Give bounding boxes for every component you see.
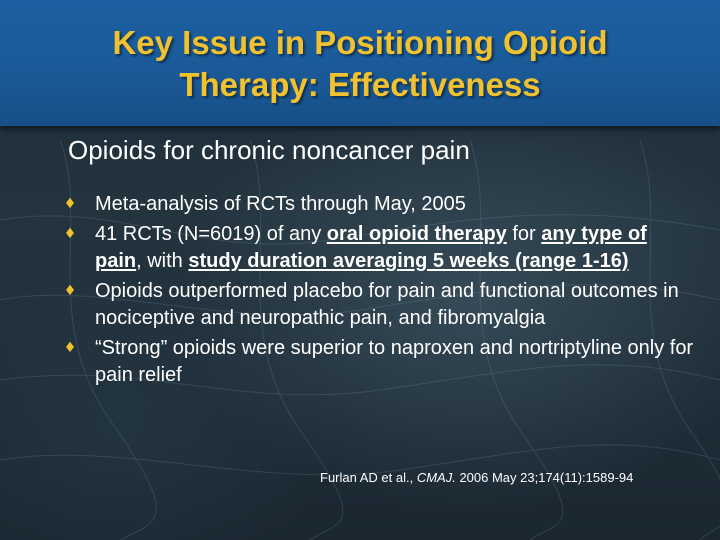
bullet-text: Opioids outperformed placebo for pain and functional outcomes in nociceptive and neuropathic pain, and fibromyalgia [95, 280, 679, 329]
bullet-item-meta-analysis [58, 191, 698, 218]
slide-title-line-1: Key Issue in Positioning Opioid [112, 24, 608, 61]
bullet-item-rct-count [58, 221, 698, 275]
bullet-text: “Strong” opioids were superior to naproxen and nortriptyline only for pain relief [95, 337, 694, 386]
diamond-bullet-icon: ♦ [63, 340, 77, 356]
bullet-item-strong-opioids [58, 335, 698, 389]
citation [320, 469, 633, 487]
diamond-bullet-icon: ♦ [63, 226, 77, 242]
citation-details: 2006 May 23;174(11):1589-94 [455, 470, 634, 485]
diamond-bullet-icon: ♦ [63, 196, 77, 212]
emphasis-any-type-of-pain: any type of pain [95, 223, 647, 272]
diamond-bullet-icon: ♦ [63, 283, 77, 299]
citation-authors: Furlan AD et al., [320, 470, 417, 485]
slide-title [0, 22, 720, 106]
bullet-text: 41 RCTs (N=6019) of any [95, 223, 327, 245]
slide-subheading: Opioids for chronic noncancer pain [68, 135, 470, 165]
bullet-text: Meta-analysis of RCTs through May, 2005 [95, 193, 466, 215]
bullet-text: for [506, 223, 542, 245]
bullet-text: , with [136, 250, 189, 272]
emphasis-oral-opioid-therapy: oral opioid therapy [326, 223, 507, 245]
title-bar [0, 0, 720, 126]
emphasis-study-duration: study duration averaging 5 weeks (range 1-16) [188, 250, 629, 272]
slide-title-line-2: Therapy: Effectiveness [179, 66, 541, 103]
bullet-item-outperformed-placebo [58, 278, 698, 332]
citation-journal: CMAJ. [416, 470, 456, 485]
bullet-list [58, 191, 698, 392]
